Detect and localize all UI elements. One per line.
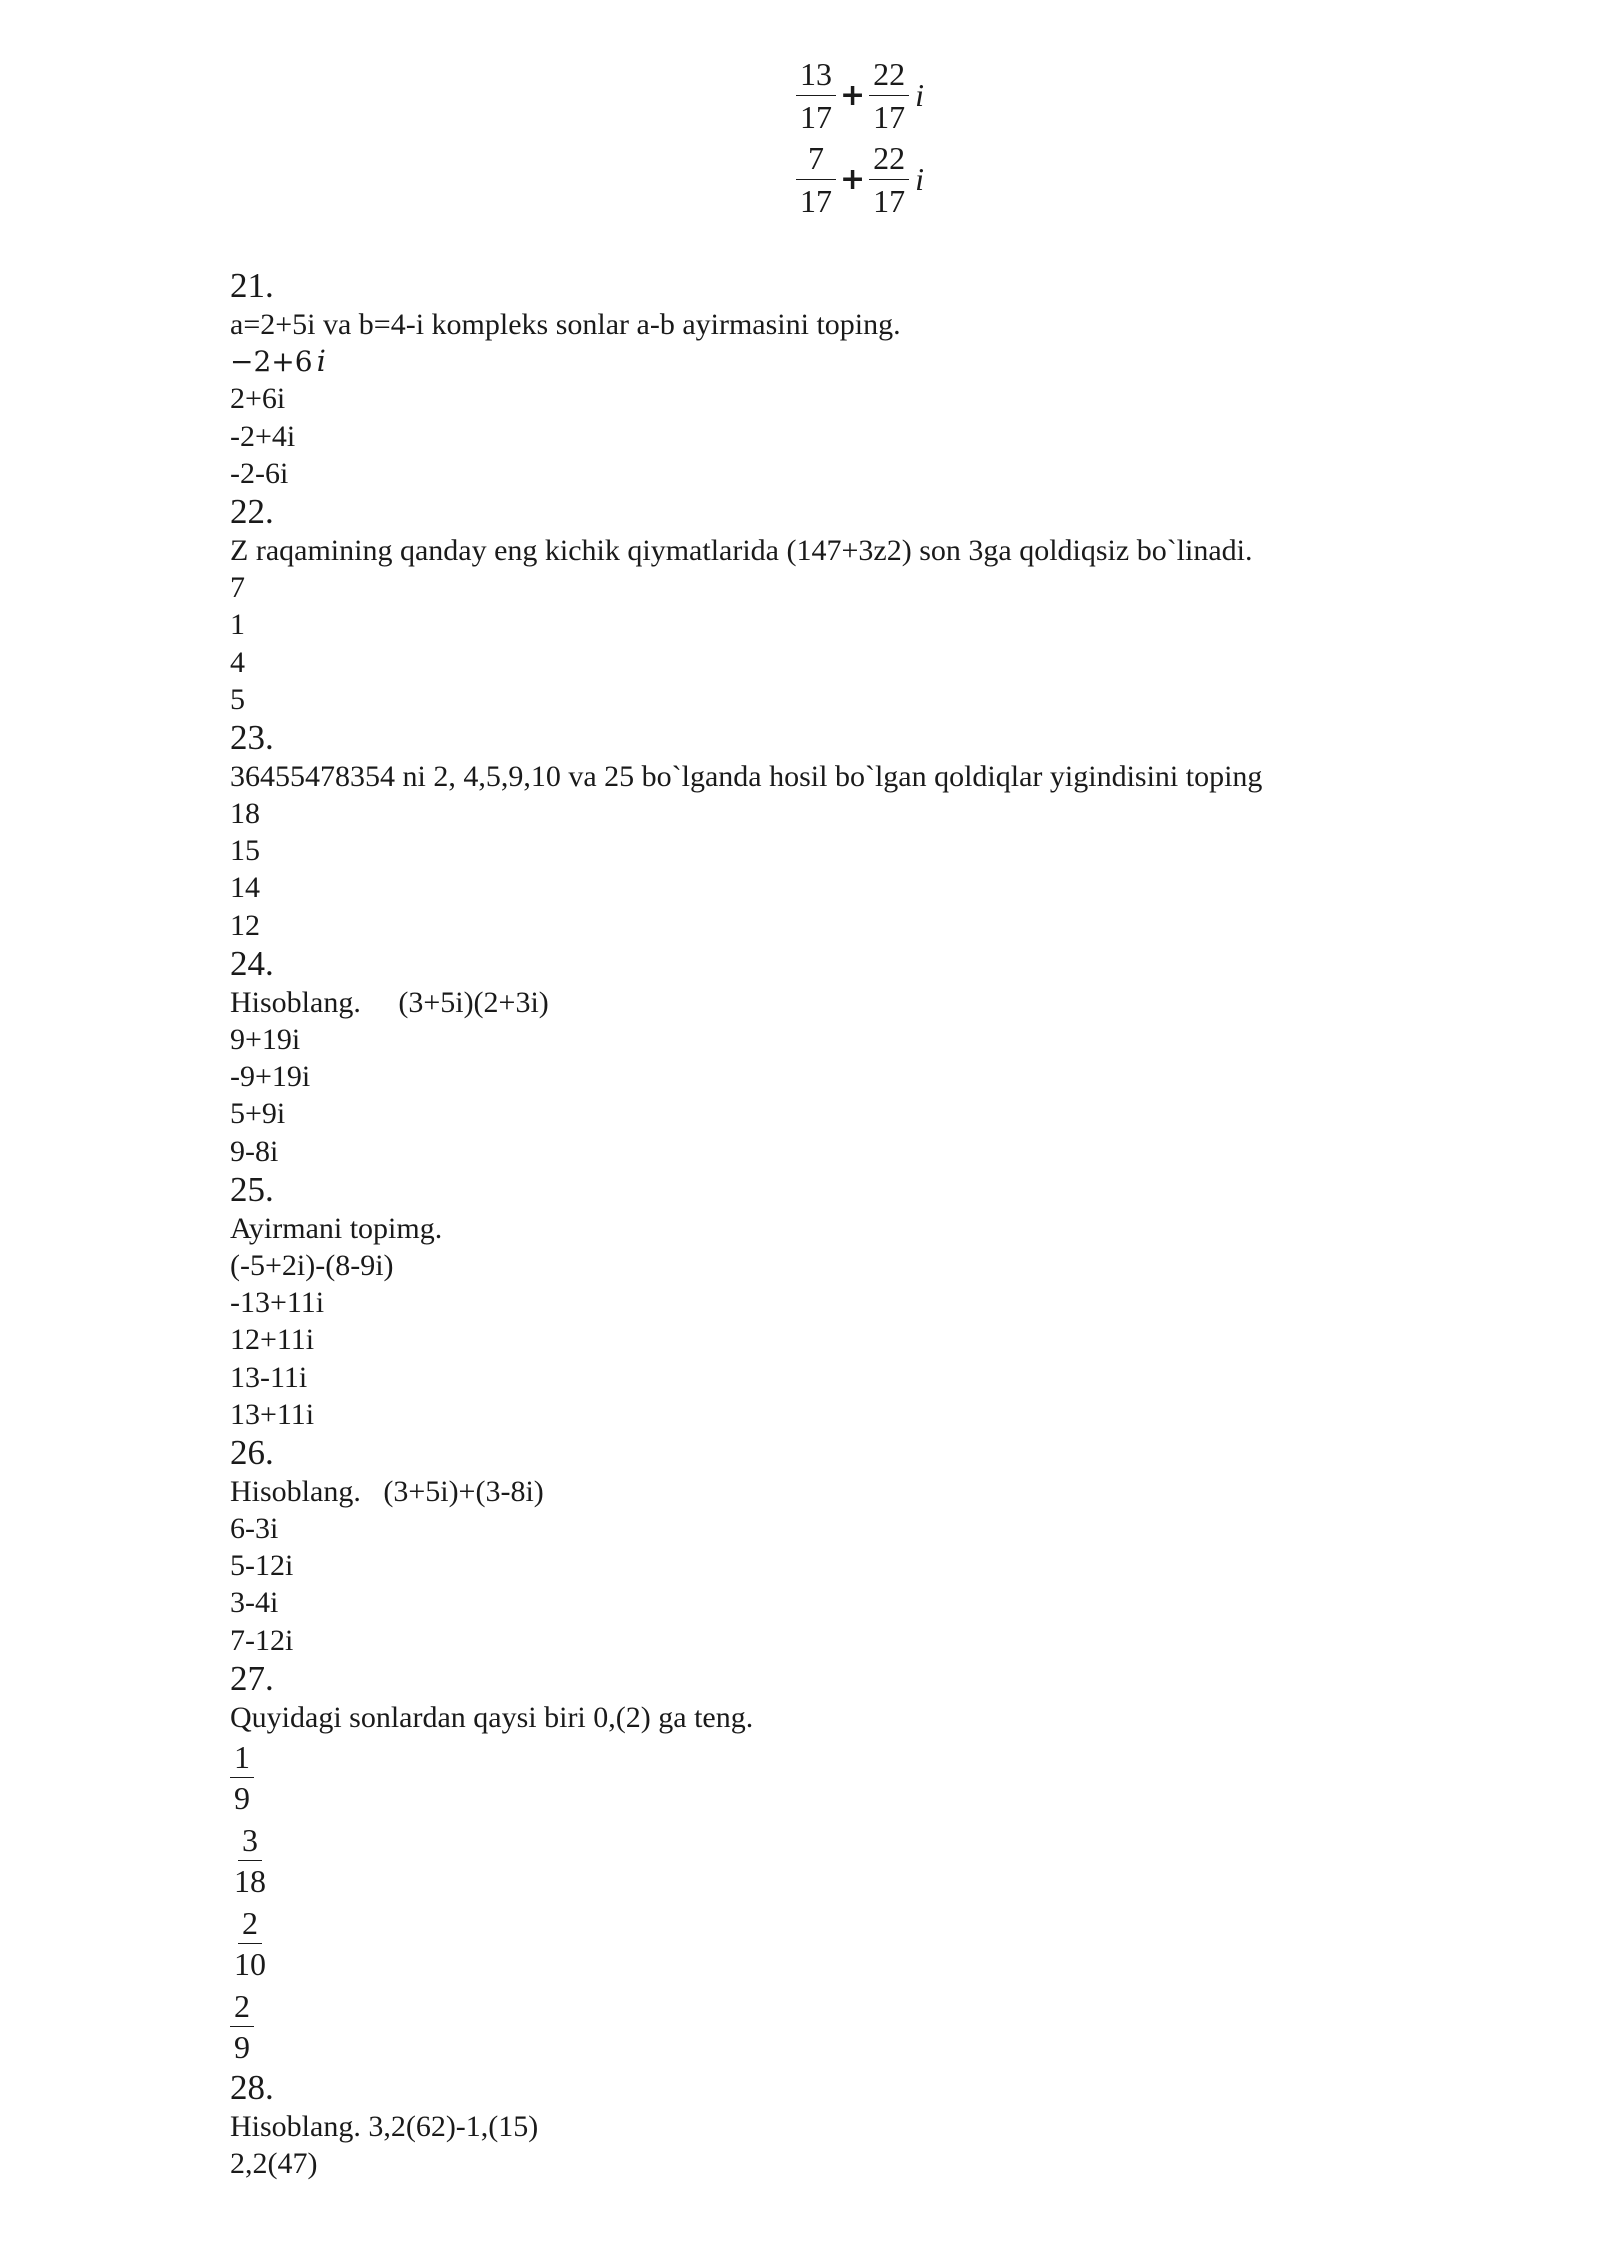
imaginary-unit: i [915,161,925,197]
answer-option: 5-12i [230,1549,294,1583]
question-number: 22. [230,491,274,531]
question-25 [230,1170,1530,1433]
fraction-denominator: 17 [800,183,832,219]
answer-option: 3-4i [230,1586,279,1620]
fraction-denominator: 10 [234,1946,266,1982]
fraction-numerator: 7 [796,142,836,180]
answer-option [230,1819,1530,1902]
answer-option: 18 [230,797,260,831]
imaginary-unit: i [316,344,326,379]
fraction-numerator: 22 [869,142,909,180]
question-text: Hisoblang. (3+5i)+(3-8i) [230,1474,544,1508]
question-text: Quyidagi sonlardan qaysi biri 0,(2) ga teng. [230,1700,754,1734]
question-text: Hisoblang. 3,2(62)-1,(15) [230,2110,539,2143]
question-27 [230,1659,1530,2068]
fraction-answer-line [796,142,924,217]
question-number: 21. [230,266,274,305]
answer-option: 9-8i [230,1134,279,1168]
answer-option [230,1985,1530,2068]
answer-option: 9+19i [230,1023,301,1056]
answer-option: 2,2(47) [230,2147,318,2181]
fraction-answer-line [796,58,924,133]
plus-sign: + [840,162,866,197]
answer-option: 4 [230,645,245,679]
answer-option: 5 [230,682,245,716]
answer-option: -2-6i [230,456,289,490]
answer-option [230,1736,1530,1819]
fraction [796,58,836,133]
question-number: 28. [230,2068,274,2107]
fraction [869,58,909,133]
question-text: Ayirmani topimg. [230,1211,443,1245]
question-number: 23. [230,717,274,757]
question-23 [230,718,1530,944]
question-21 [230,266,1530,492]
question-26 [230,1433,1530,1659]
fraction-numerator: 13 [796,58,836,96]
answer-option: 12 [230,908,260,942]
answer-option: 7-12i [230,1623,294,1657]
answer-option: 13+11i [230,1397,315,1431]
question-22 [230,492,1530,718]
answer-option: -9+19i [230,1060,311,1094]
fraction-denominator: 17 [873,99,906,135]
question-text: Hisoblang. (3+5i)(2+3i) [230,985,549,1019]
question-text: Z raqamining qanday eng kichik qiymatlarida (147+3z2) son 3ga qoldiqsiz bo`linadi. [230,533,1253,567]
option-text: −2+6 [230,345,313,379]
fraction [869,142,909,217]
answer-option: 14 [230,871,260,905]
fraction-denominator: 18 [234,1863,266,1899]
fraction-numerator: 22 [869,58,909,96]
fraction-numerator: 2 [230,1990,254,2027]
answer-option: -13+11i [230,1286,325,1320]
question-24 [230,944,1530,1170]
answer-option [230,1902,1530,1985]
question-number: 27. [230,1658,274,1698]
fraction-denominator: 9 [234,1780,250,1816]
question-text: 36455478354 ni 2, 4,5,9,10 va 25 bo`lganda hosil bo`lgan qoldiqlar yigindisini toping [230,759,1263,793]
fraction-numerator: 1 [230,1741,254,1778]
question-28 [230,2068,1530,2182]
answer-option: 15 [230,834,260,868]
answer-option: 13-11i [230,1360,308,1394]
fraction-numerator: 3 [238,1824,262,1861]
question-number: 25. [230,1169,274,1209]
question-number: 26. [230,1432,274,1472]
answer-option: 5+9i [230,1097,286,1131]
fraction [796,142,836,217]
fraction-numerator: 2 [238,1907,262,1944]
fraction-denominator: 17 [873,183,906,219]
fraction [230,1741,254,1814]
fraction [230,1824,270,1897]
fraction-denominator: 17 [800,99,832,135]
answer-option: -2+4i [230,419,296,453]
imaginary-unit: i [915,77,925,113]
question-list [230,266,1530,2182]
answer-option: 6-3i [230,1512,279,1546]
fraction-denominator: 9 [234,2029,250,2065]
plus-sign: + [840,78,866,113]
answer-option: 12+11i [230,1323,315,1357]
question-expression: (-5+2i)-(8-9i) [230,1248,394,1282]
fraction [230,1990,254,2063]
answer-option [230,343,1530,380]
question-number: 24. [230,943,274,983]
answer-option: 1 [230,608,245,642]
answer-option: 7 [230,571,245,605]
answer-option: 2+6i [230,382,286,416]
question-text: a=2+5i va b=4-i kompleks sonlar a-b ayirmasini toping. [230,308,901,341]
fraction [230,1907,270,1980]
